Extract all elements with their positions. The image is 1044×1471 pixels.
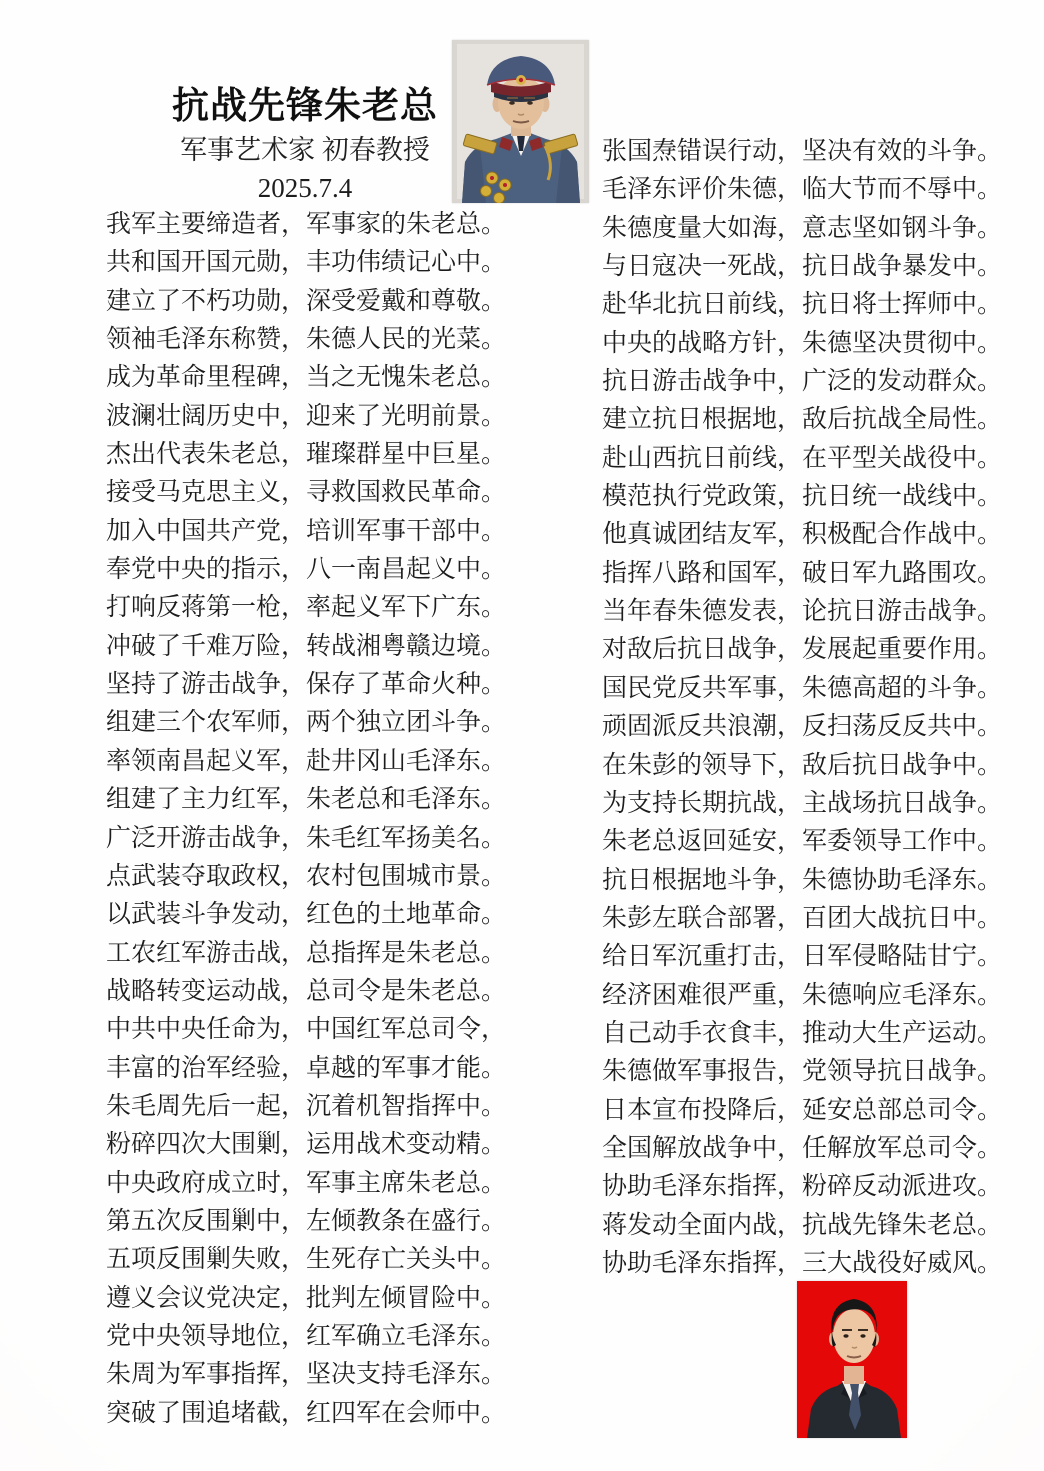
verse-line: 打响反蒋第一枪，率起义军下广东。 (106, 594, 507, 622)
verse-line: 加入中国共产党，培训军事干部中。 (106, 517, 507, 545)
verse-line: 对敌后抗日战争，发展起重要作用。 (602, 636, 1003, 664)
verse-column-left (106, 206, 506, 1433)
verse-line: 毛泽东评价朱德，临大节而不辱中。 (602, 176, 1003, 204)
verse-line: 朱老总返回延安，军委领导工作中。 (602, 828, 1003, 856)
verse-line: 协助毛泽东指挥，三大战役好威风。 (602, 1249, 1003, 1277)
verse-line: 工农红军游击战，总指挥是朱老总。 (106, 939, 507, 967)
verse-line: 党中央领导地位，红军确立毛泽东。 (106, 1322, 507, 1350)
publication-date: 2025.7.4 (257, 173, 353, 203)
verse-line: 朱德做军事报告，党领导抗日战争。 (602, 1058, 1003, 1086)
verse-line: 赴山西抗日前线，在平型关战役中。 (602, 444, 1003, 472)
verse-line: 第五次反围剿中，左倾教条在盛行。 (106, 1207, 507, 1235)
verse-line: 成为革命里程碑，当之无愧朱老总。 (106, 364, 507, 392)
zhu-de-portrait-illustration (452, 40, 589, 203)
byline: 军事艺术家 初春教授 (180, 135, 430, 165)
verse-line: 坚持了游击战争，保存了革命火种。 (106, 671, 507, 699)
verse-line: 杰出代表朱老总，璀璨群星中巨星。 (106, 441, 507, 469)
verse-line: 组建了主力红军，朱老总和毛泽东。 (106, 786, 507, 814)
verse-line: 率领南昌起义军，赴井冈山毛泽东。 (106, 747, 507, 775)
author-id-photo (797, 1281, 907, 1438)
verse-line: 奉党中央的指示，八一南昌起义中。 (106, 556, 507, 584)
verse-line: 建立抗日根据地，敌后抗战全局性。 (602, 406, 1003, 434)
verse-line: 丰富的治军经验，卓越的军事才能。 (106, 1054, 507, 1082)
verse-line: 与日寇决一死战，抗日战争暴发中。 (602, 253, 1003, 281)
verse-line: 中央政府成立时，军事主席朱老总。 (106, 1169, 507, 1197)
verse-line: 指挥八路和国军，破日军九路围攻。 (602, 559, 1003, 587)
verse-line: 中央的战略方针，朱德坚决贯彻中。 (602, 329, 1003, 357)
verse-line: 共和国开国元勋，丰功伟绩记心中。 (106, 249, 507, 277)
verse-line: 全国解放战争中，任解放军总司令。 (602, 1134, 1003, 1162)
verse-line: 赴华北抗日前线，抗日将士挥师中。 (602, 291, 1003, 319)
verse-line: 协助毛泽东指挥，粉碎反动派进攻。 (602, 1173, 1003, 1201)
verse-line: 经济困难很严重，朱德响应毛泽东。 (602, 981, 1003, 1009)
author-id-photo-illustration (797, 1281, 907, 1438)
verse-line: 国民党反共军事，朱德高超的斗争。 (602, 674, 1003, 702)
verse-line: 顽固派反共浪潮，反扫荡反反共中。 (602, 713, 1003, 741)
verse-line: 抗日根据地斗争，朱德协助毛泽东。 (602, 866, 1003, 894)
verse-line: 朱毛周先后一起，沉着机智指挥中。 (106, 1092, 507, 1120)
verse-line: 朱周为军事指挥，坚决支持毛泽东。 (106, 1361, 507, 1389)
verse-line: 我军主要缔造者，军事家的朱老总。 (106, 211, 507, 238)
verse-line: 日本宣布投降后，延安总部总司令。 (602, 1096, 1003, 1124)
verse-line: 五项反围剿失败，生死存亡关头中。 (106, 1246, 507, 1274)
verse-line: 以武装斗争发动，红色的土地革命。 (106, 901, 507, 929)
verse-line: 中共中央任命为，中国红军总司令， (106, 1016, 507, 1044)
verse-line: 建立了不朽功勋，深受爱戴和尊敬。 (106, 287, 507, 315)
verse-line: 朱德度量大如海，意志坚如钢斗争。 (602, 214, 1003, 242)
verse-line: 领袖毛泽东称赞，朱德人民的光菜。 (106, 326, 507, 354)
verse-line: 广泛开游击战争，朱毛红军扬美名。 (106, 824, 507, 852)
page-title: 抗战先锋朱老总 (172, 86, 438, 127)
verse-line: 在朱彭的领导下，敌后抗日战争中。 (602, 751, 1003, 779)
verse-line: 冲破了千难万险，转战湘粤赣边境。 (106, 632, 507, 660)
verse-line: 波澜壮阔历史中，迎来了光明前景。 (106, 402, 507, 430)
verse-column-right (602, 133, 1002, 1283)
verse-line: 点武装夺取政权，农村包围城市景。 (106, 862, 507, 890)
verse-line: 蒋发动全面内战，抗战先锋朱老总。 (602, 1211, 1003, 1239)
verse-line: 粉碎四次大围剿，运用战术变动精。 (106, 1131, 507, 1159)
verse-line: 突破了围追堵截，红四军在会师中。 (106, 1399, 507, 1427)
verse-line: 自己动手衣食丰，推动大生产运动。 (602, 1019, 1003, 1047)
verse-line: 模范执行党政策，抗日统一战线中。 (602, 483, 1003, 511)
verse-line: 接受马克思主义，寻救国救民革命。 (106, 479, 507, 507)
verse-line: 遵义会议党决定，批判左倾冒险中。 (106, 1284, 507, 1312)
verse-line: 张国焘错误行动，坚决有效的斗争。 (602, 138, 1003, 165)
zhu-de-portrait-photo (452, 40, 589, 203)
verse-line: 组建三个农军师，两个独立团斗争。 (106, 709, 507, 737)
verse-line: 抗日游击战争中，广泛的发动群众。 (602, 368, 1003, 396)
verse-line: 朱彭左联合部署，百团大战抗日中。 (602, 904, 1003, 932)
verse-line: 为支持长期抗战，主战场抗日战争。 (602, 789, 1003, 817)
verse-line: 当年春朱德发表，论抗日游击战争。 (602, 598, 1003, 626)
verse-line: 战略转变运动战，总司令是朱老总。 (106, 977, 507, 1005)
verse-line: 给日军沉重打击，日军侵略陆甘宁。 (602, 943, 1003, 971)
verse-line: 他真诚团结友军，积极配合作战中。 (602, 521, 1003, 549)
